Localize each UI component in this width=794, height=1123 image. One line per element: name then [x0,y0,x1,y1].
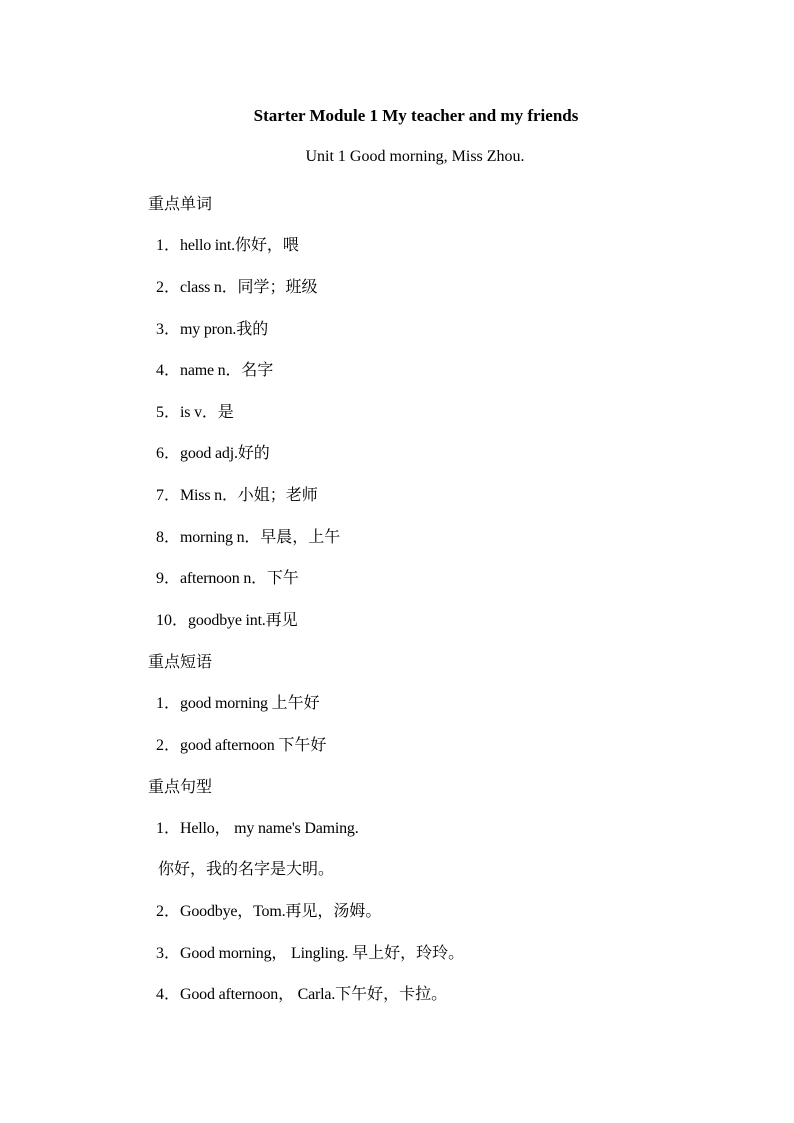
item-chinese: 下午好，卡拉。 [335,984,448,1003]
item-english: my pron. [180,321,237,338]
word-item [156,524,340,547]
item-number: 4． [156,986,181,1003]
item-english: name n． [180,362,242,379]
item-english: Goodbye，Tom. [180,903,286,920]
item-number: 5． [156,404,181,421]
document-subtitle: Unit 1 Good morning, Miss Zhou. [305,148,525,165]
item-chinese: 我的 [236,319,269,338]
document-title: Starter Module 1 My teacher and my friends [253,106,579,125]
section-heading-phrases: 重点短语 [148,652,213,671]
item-chinese: 下午 [266,568,299,587]
item-chinese: 再见 [265,610,298,629]
item-english: Good afternoon， Carla. [180,986,336,1003]
item-chinese: 好的 [237,443,270,462]
item-number: 3． [156,945,181,962]
item-english: morning n． [180,529,261,546]
phrase-item [156,732,326,755]
item-english: hello int. [180,237,235,254]
item-english: good afternoon [180,737,279,754]
item-chinese: 再见，汤姆。 [285,901,382,920]
item-english: goodbye int. [188,612,266,629]
word-item [156,316,268,339]
item-chinese: 是 [217,402,234,421]
item-chinese: 你好，喂 [234,235,299,254]
section-heading-words: 重点单词 [148,194,213,213]
item-number: 4． [156,362,181,379]
item-number: 7． [156,487,181,504]
item-english: class n． [180,279,238,296]
item-english: Hello， my name's Daming. [180,820,359,837]
word-item [156,440,270,463]
item-english: Miss n． [180,487,238,504]
word-item [156,357,273,380]
sentence-item [156,940,464,963]
item-chinese: 早晨，上午 [260,527,341,546]
sentence-item [156,815,359,838]
item-number: 10． [156,612,189,629]
item-number: 9． [156,570,181,587]
item-number: 1． [156,695,181,712]
item-chinese: 同学；班级 [237,277,318,296]
word-item [156,232,299,255]
sentence-item [156,981,447,1004]
word-item [156,607,298,630]
item-chinese: 小姐；老师 [237,485,318,504]
item-number: 1． [156,820,181,837]
item-number: 3． [156,321,181,338]
item-chinese: 上午好 [271,693,320,712]
item-chinese: 名字 [241,360,274,379]
word-item [156,399,234,422]
sentence-translation: 你好，我的名字是大明。 [158,859,335,878]
item-number: 2． [156,903,181,920]
word-item [156,274,318,297]
item-number: 2． [156,737,181,754]
section-heading-sentences: 重点句型 [148,777,213,796]
word-item [156,482,318,505]
item-english: afternoon n． [180,570,267,587]
item-english: Good morning， Lingling. [180,945,353,962]
item-number: 6． [156,445,181,462]
item-number: 1． [156,237,181,254]
item-english: good morning [180,695,272,712]
sentence-item [156,898,381,921]
item-chinese: 下午好 [278,735,327,754]
item-english: good adj. [180,445,238,462]
item-english: is v． [180,404,218,421]
item-number: 2． [156,279,181,296]
item-number: 8． [156,529,181,546]
item-chinese: 早上好，玲玲。 [352,943,465,962]
word-item [156,565,299,588]
phrase-item [156,690,320,713]
